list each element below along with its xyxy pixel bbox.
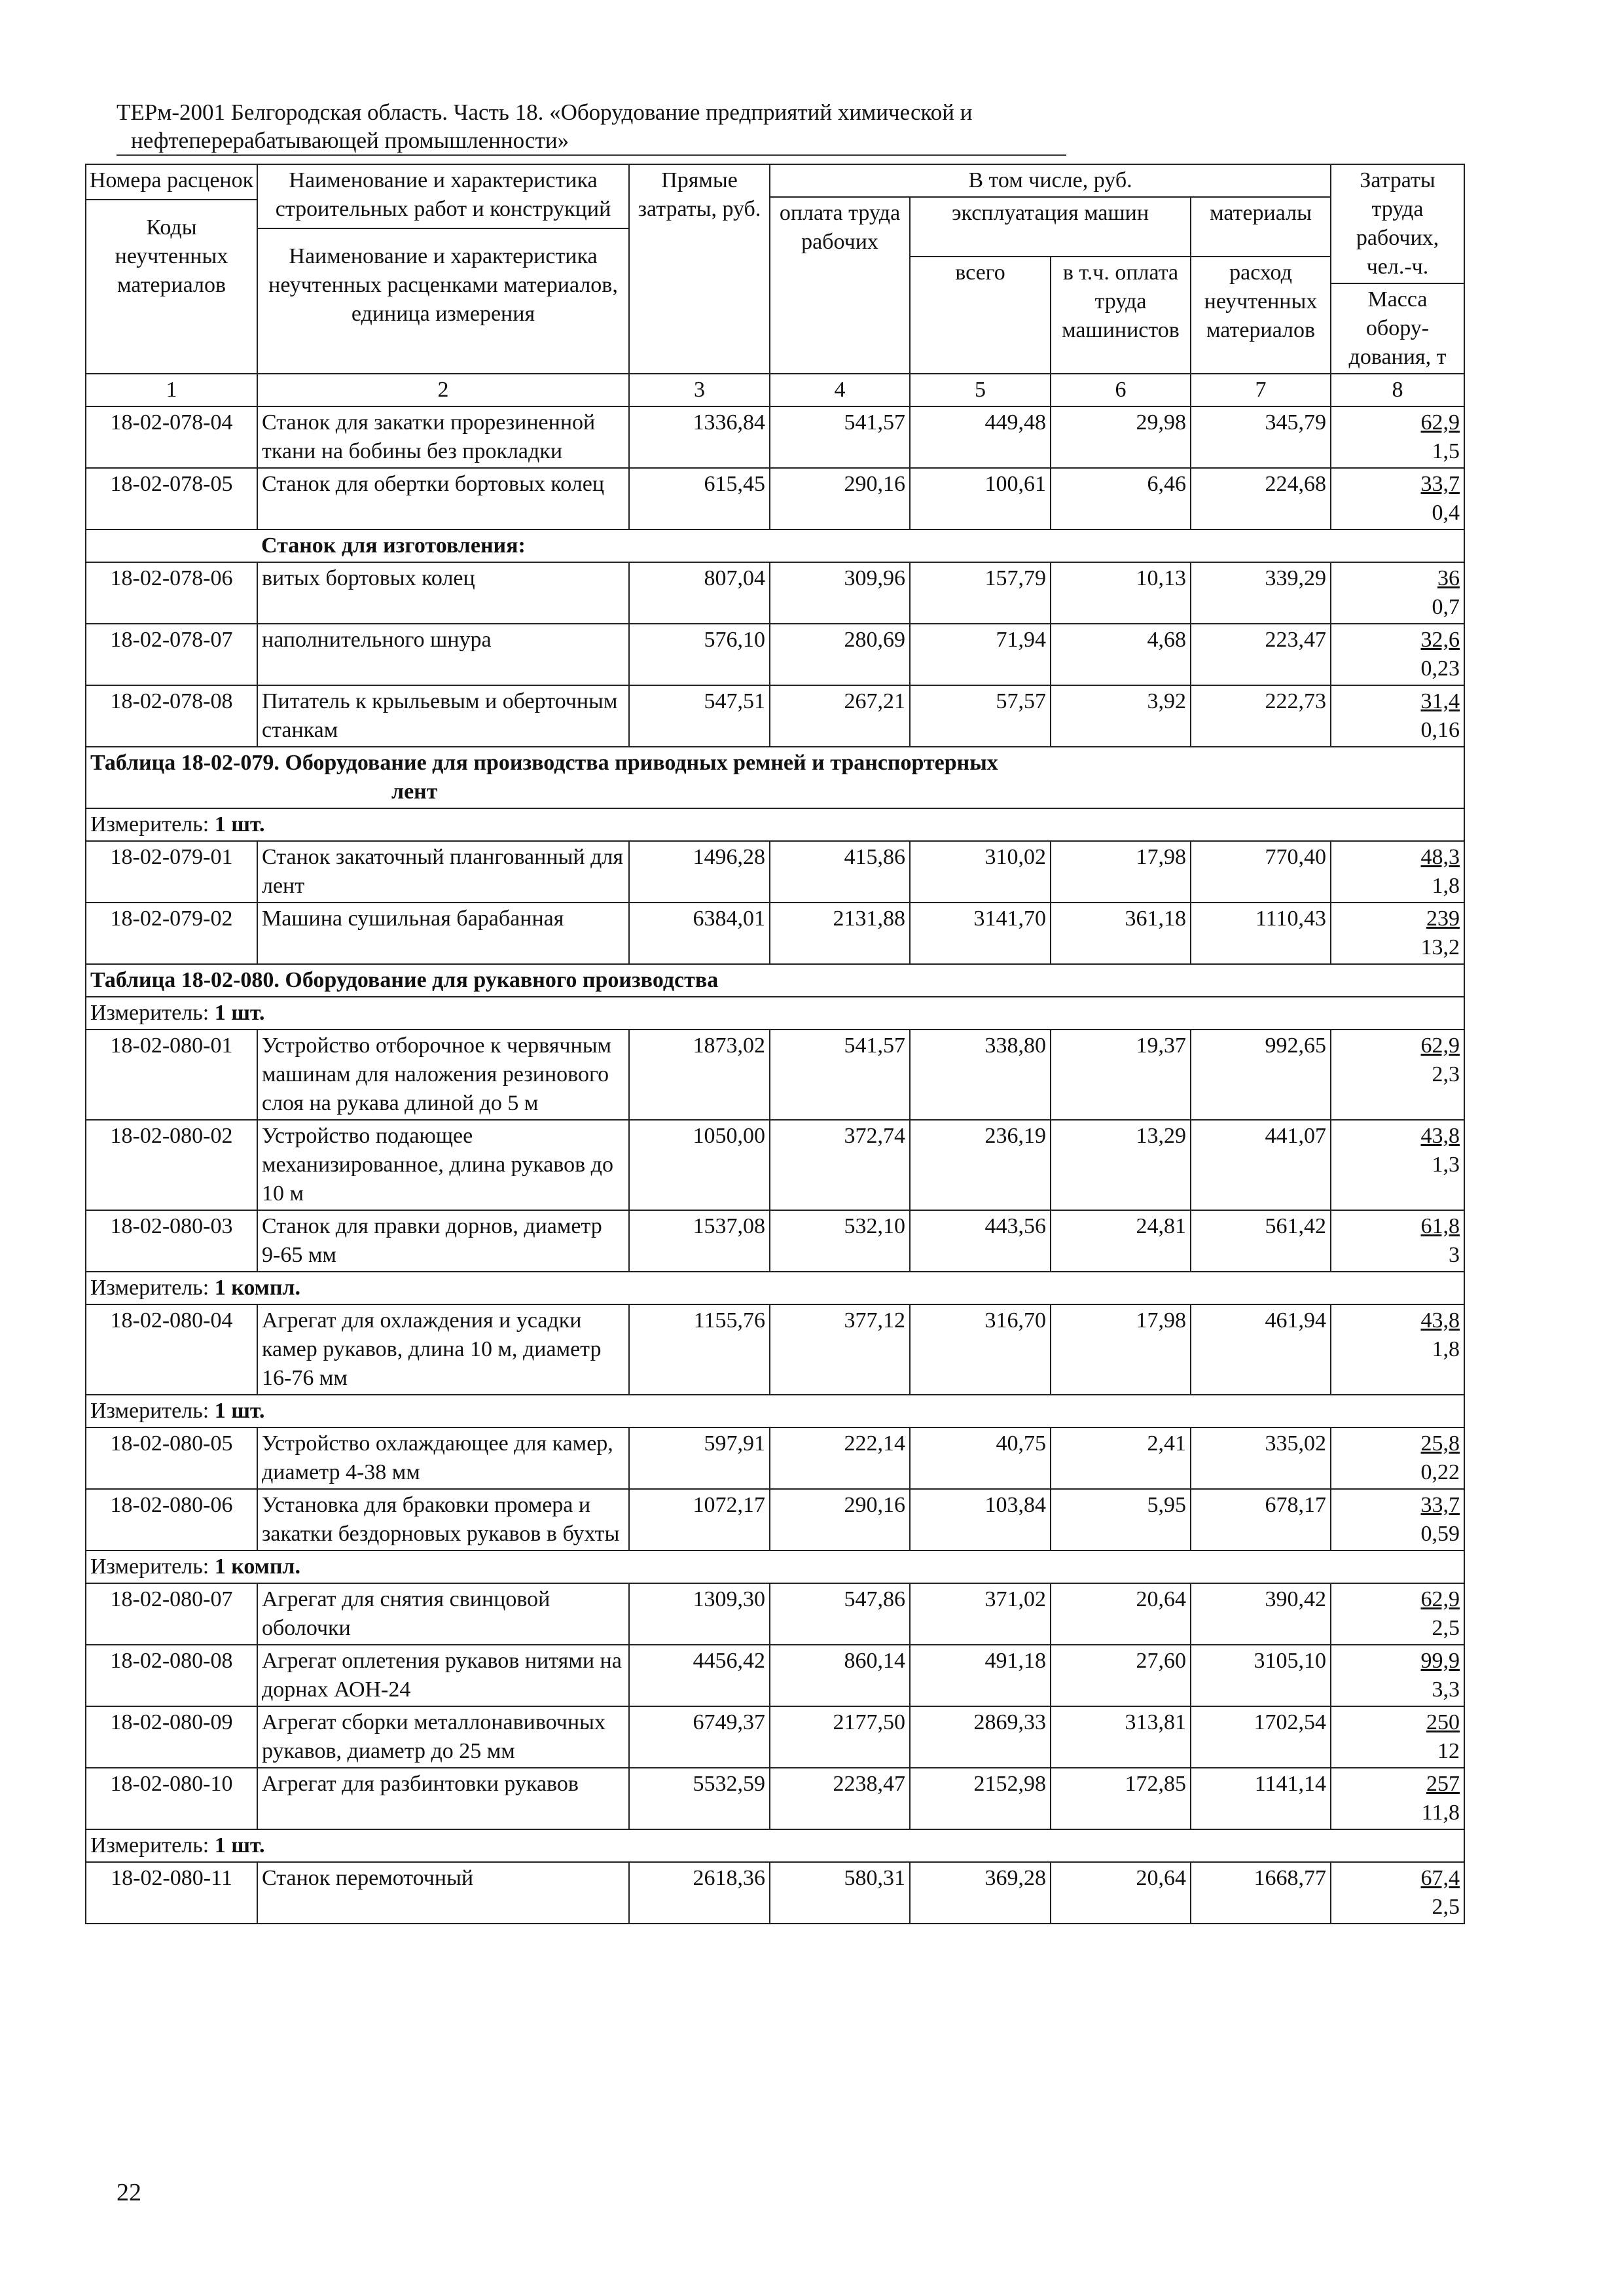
machinist-pay: 5,95 bbox=[1051, 1489, 1191, 1551]
measure-label: Измеритель: bbox=[90, 1833, 209, 1857]
labor-hours: 48,3 bbox=[1420, 845, 1460, 869]
measure-unit: 1 шт. bbox=[214, 1399, 265, 1423]
machinist-pay: 29,98 bbox=[1051, 406, 1191, 468]
table-row bbox=[86, 903, 1464, 964]
equipment-mass: 1,3 bbox=[1432, 1153, 1460, 1177]
table-080-title: Таблица 18-02-080. Оборудование для рукавного производства bbox=[86, 964, 1464, 997]
page-number: 22 bbox=[117, 2179, 141, 2206]
machinist-pay: 19,37 bbox=[1051, 1030, 1191, 1120]
worker-pay: 280,69 bbox=[770, 624, 910, 685]
labor-and-mass bbox=[1331, 624, 1464, 685]
equipment-mass: 12 bbox=[1437, 1739, 1460, 1763]
direct-costs: 6384,01 bbox=[629, 903, 770, 964]
labor-hours: 62,9 bbox=[1420, 1587, 1460, 1611]
measure-row bbox=[86, 808, 1464, 841]
col-header-materials: материалы bbox=[1191, 197, 1331, 257]
worker-pay: 415,86 bbox=[770, 841, 910, 903]
equipment-mass: 0,22 bbox=[1420, 1460, 1460, 1484]
equipment-mass: 0,23 bbox=[1420, 656, 1460, 681]
rate-code: 18-02-080-07 bbox=[86, 1583, 257, 1645]
materials-cost: 223,47 bbox=[1191, 624, 1331, 685]
labor-and-mass bbox=[1331, 562, 1464, 624]
work-name: Агрегат для разбинтовки рукавов bbox=[257, 1768, 629, 1829]
work-name: Устройство охлаждающее для камер, диаметр 4-38 мм bbox=[257, 1427, 629, 1489]
measure-label: Измеритель: bbox=[90, 1554, 209, 1579]
rate-code: 18-02-080-03 bbox=[86, 1210, 257, 1272]
direct-costs: 547,51 bbox=[629, 685, 770, 747]
rate-code: 18-02-080-04 bbox=[86, 1304, 257, 1395]
machinist-pay: 313,81 bbox=[1051, 1706, 1191, 1768]
machinist-pay: 20,64 bbox=[1051, 1862, 1191, 1924]
worker-pay: 2131,88 bbox=[770, 903, 910, 964]
labor-and-mass bbox=[1331, 1768, 1464, 1829]
worker-pay: 860,14 bbox=[770, 1645, 910, 1706]
materials-cost: 345,79 bbox=[1191, 406, 1331, 468]
col-header-machine-total: всего bbox=[910, 257, 1051, 374]
rate-code: 18-02-079-01 bbox=[86, 841, 257, 903]
table-row bbox=[86, 406, 1464, 468]
labor-hours: 99,9 bbox=[1420, 1649, 1460, 1673]
rate-code: 18-02-080-02 bbox=[86, 1120, 257, 1210]
labor-and-mass bbox=[1331, 685, 1464, 747]
worker-pay: 290,16 bbox=[770, 468, 910, 529]
header-line-1: ТЕРм-2001 Белгородская область. Часть 18. «Оборудование предприятий химической и bbox=[117, 99, 973, 125]
labor-hours: 33,7 bbox=[1420, 472, 1460, 496]
machine-total: 310,02 bbox=[910, 841, 1051, 903]
rate-code: 18-02-080-09 bbox=[86, 1706, 257, 1768]
labor-hours: 25,8 bbox=[1420, 1431, 1460, 1456]
machine-total: 100,61 bbox=[910, 468, 1051, 529]
machinist-pay: 361,18 bbox=[1051, 903, 1191, 964]
labor-and-mass bbox=[1331, 1030, 1464, 1120]
direct-costs: 1155,76 bbox=[629, 1304, 770, 1395]
col-header-labor-hours: Затраты труда рабочих, чел.-ч. bbox=[1331, 164, 1464, 283]
labor-and-mass bbox=[1331, 1583, 1464, 1645]
machine-total: 2152,98 bbox=[910, 1768, 1051, 1829]
equipment-mass: 0,4 bbox=[1432, 501, 1460, 525]
worker-pay: 547,86 bbox=[770, 1583, 910, 1645]
materials-cost: 770,40 bbox=[1191, 841, 1331, 903]
machine-total: 491,18 bbox=[910, 1645, 1051, 1706]
col-header-direct-costs: Прямые затраты, руб. bbox=[629, 164, 770, 374]
machine-total: 71,94 bbox=[910, 624, 1051, 685]
work-name: Питатель к крыльевым и оберточным станкам bbox=[257, 685, 629, 747]
section-079 bbox=[86, 747, 1464, 808]
materials-cost: 1702,54 bbox=[1191, 1706, 1331, 1768]
labor-and-mass bbox=[1331, 1120, 1464, 1210]
labor-hours: 32,6 bbox=[1420, 628, 1460, 652]
work-name: Станок для закатки прорезиненной ткани на бобины без прокладки bbox=[257, 406, 629, 468]
labor-and-mass bbox=[1331, 1862, 1464, 1924]
table-row bbox=[86, 1210, 1464, 1272]
materials-cost: 1110,43 bbox=[1191, 903, 1331, 964]
subheading-row bbox=[86, 529, 1464, 562]
direct-costs: 807,04 bbox=[629, 562, 770, 624]
table-row bbox=[86, 1706, 1464, 1768]
measure-row bbox=[86, 1395, 1464, 1427]
materials-cost: 3105,10 bbox=[1191, 1645, 1331, 1706]
direct-costs: 2618,36 bbox=[629, 1862, 770, 1924]
direct-costs: 576,10 bbox=[629, 624, 770, 685]
direct-costs: 1873,02 bbox=[629, 1030, 770, 1120]
materials-cost: 1668,77 bbox=[1191, 1862, 1331, 1924]
machinist-pay: 17,98 bbox=[1051, 841, 1191, 903]
measure-label: Измеритель: bbox=[90, 1276, 209, 1300]
labor-hours: 31,4 bbox=[1420, 689, 1460, 713]
col-header-worker-pay: оплата труда рабочих bbox=[770, 197, 910, 374]
worker-pay: 532,10 bbox=[770, 1210, 910, 1272]
worker-pay: 541,57 bbox=[770, 1030, 910, 1120]
direct-costs: 615,45 bbox=[629, 468, 770, 529]
work-name: Агрегат для снятия свинцовой оболочки bbox=[257, 1583, 629, 1645]
direct-costs: 1072,17 bbox=[629, 1489, 770, 1551]
work-name: витых бортовых колец bbox=[257, 562, 629, 624]
work-name: Станок перемоточный bbox=[257, 1862, 629, 1924]
worker-pay: 541,57 bbox=[770, 406, 910, 468]
labor-and-mass bbox=[1331, 903, 1464, 964]
worker-pay: 309,96 bbox=[770, 562, 910, 624]
machine-total: 369,28 bbox=[910, 1862, 1051, 1924]
equipment-mass: 2,3 bbox=[1432, 1062, 1460, 1086]
machinist-pay: 10,13 bbox=[1051, 562, 1191, 624]
col-header-including: В том числе, руб. bbox=[770, 164, 1331, 197]
worker-pay: 222,14 bbox=[770, 1427, 910, 1489]
materials-cost: 339,29 bbox=[1191, 562, 1331, 624]
labor-and-mass bbox=[1331, 1427, 1464, 1489]
measure-label: Измеритель: bbox=[90, 1001, 209, 1025]
equipment-mass: 1,5 bbox=[1432, 439, 1460, 463]
rate-code: 18-02-080-06 bbox=[86, 1489, 257, 1551]
labor-hours: 61,8 bbox=[1420, 1214, 1460, 1238]
labor-and-mass bbox=[1331, 1304, 1464, 1395]
rate-code: 18-02-080-10 bbox=[86, 1768, 257, 1829]
table-row bbox=[86, 1489, 1464, 1551]
equipment-mass: 0,7 bbox=[1432, 595, 1460, 619]
machine-total: 3141,70 bbox=[910, 903, 1051, 964]
col-header-machine-operation: эксплуатация машин bbox=[910, 197, 1191, 257]
machine-total: 57,57 bbox=[910, 685, 1051, 747]
labor-hours: 239 bbox=[1426, 906, 1460, 931]
rate-code: 18-02-078-06 bbox=[86, 562, 257, 624]
machinist-pay: 3,92 bbox=[1051, 685, 1191, 747]
machine-total: 157,79 bbox=[910, 562, 1051, 624]
measure-row bbox=[86, 1551, 1464, 1583]
measure-unit: 1 шт. bbox=[214, 1001, 265, 1025]
table-row bbox=[86, 1768, 1464, 1829]
machine-total: 236,19 bbox=[910, 1120, 1051, 1210]
equipment-mass: 1,8 bbox=[1432, 874, 1460, 898]
labor-hours: 43,8 bbox=[1420, 1308, 1460, 1333]
labor-and-mass bbox=[1331, 406, 1464, 468]
work-name: Агрегат оплетения рукавов нитями на дорнах АОН-24 bbox=[257, 1645, 629, 1706]
materials-cost: 441,07 bbox=[1191, 1120, 1331, 1210]
header-line-2: нефтеперерабатывающей промышленности» bbox=[117, 126, 1066, 156]
rate-code: 18-02-080-11 bbox=[86, 1862, 257, 1924]
machinist-pay: 17,98 bbox=[1051, 1304, 1191, 1395]
worker-pay: 290,16 bbox=[770, 1489, 910, 1551]
machine-total: 338,80 bbox=[910, 1030, 1051, 1120]
work-name: Агрегат сборки металлонавивочных рукавов, диаметр до 25 мм bbox=[257, 1706, 629, 1768]
table-row bbox=[86, 685, 1464, 747]
measure-row bbox=[86, 1272, 1464, 1304]
equipment-mass: 3 bbox=[1449, 1243, 1460, 1267]
labor-hours: 36 bbox=[1437, 566, 1460, 590]
work-name: Станок для правки дорнов, диаметр 9-65 мм bbox=[257, 1210, 629, 1272]
labor-hours: 250 bbox=[1426, 1710, 1460, 1734]
measure-unit: 1 шт. bbox=[214, 812, 265, 836]
materials-cost: 992,65 bbox=[1191, 1030, 1331, 1120]
materials-cost: 561,42 bbox=[1191, 1210, 1331, 1272]
section-080 bbox=[86, 964, 1464, 997]
equipment-mass: 13,2 bbox=[1420, 935, 1460, 960]
work-name: Машина сушильная барабанная bbox=[257, 903, 629, 964]
worker-pay: 372,74 bbox=[770, 1120, 910, 1210]
equipment-mass: 2,5 bbox=[1432, 1895, 1460, 1919]
direct-costs: 1336,84 bbox=[629, 406, 770, 468]
equipment-mass: 11,8 bbox=[1421, 1801, 1460, 1825]
column-index-row: 1 2 3 4 5 6 7 8 bbox=[86, 374, 1464, 406]
worker-pay: 580,31 bbox=[770, 1862, 910, 1924]
equipment-mass: 2,5 bbox=[1432, 1616, 1460, 1640]
labor-hours: 43,8 bbox=[1420, 1124, 1460, 1148]
work-name: Станок для обертки бортовых колец bbox=[257, 468, 629, 529]
table-row bbox=[86, 1304, 1464, 1395]
machine-total: 316,70 bbox=[910, 1304, 1051, 1395]
machine-total: 2869,33 bbox=[910, 1706, 1051, 1768]
table-079-title-cont: лент bbox=[391, 780, 438, 804]
materials-cost: 224,68 bbox=[1191, 468, 1331, 529]
direct-costs: 6749,37 bbox=[629, 1706, 770, 1768]
work-name: Устройство подающее механизированное, длина рукавов до 10 м bbox=[257, 1120, 629, 1210]
labor-hours: 33,7 bbox=[1420, 1493, 1460, 1517]
rate-code: 18-02-078-07 bbox=[86, 624, 257, 685]
labor-hours: 67,4 bbox=[1420, 1866, 1460, 1890]
worker-pay: 2177,50 bbox=[770, 1706, 910, 1768]
machine-total: 40,75 bbox=[910, 1427, 1051, 1489]
machinist-pay: 172,85 bbox=[1051, 1768, 1191, 1829]
col-header-machinist-pay: в т.ч. оплата труда машинистов bbox=[1051, 257, 1191, 374]
work-name: наполнительного шнура bbox=[257, 624, 629, 685]
machinist-pay: 13,29 bbox=[1051, 1120, 1191, 1210]
table-row bbox=[86, 1583, 1464, 1645]
table-row bbox=[86, 624, 1464, 685]
direct-costs: 1309,30 bbox=[629, 1583, 770, 1645]
rate-code: 18-02-078-08 bbox=[86, 685, 257, 747]
machinist-pay: 24,81 bbox=[1051, 1210, 1191, 1272]
table-row bbox=[86, 1862, 1464, 1924]
rate-code: 18-02-080-01 bbox=[86, 1030, 257, 1120]
materials-cost: 390,42 bbox=[1191, 1583, 1331, 1645]
rate-code: 18-02-078-05 bbox=[86, 468, 257, 529]
labor-and-mass bbox=[1331, 1645, 1464, 1706]
direct-costs: 1537,08 bbox=[629, 1210, 770, 1272]
table-header-row bbox=[86, 164, 1464, 197]
col-header-equipment-mass: Масса обору-дования, т bbox=[1331, 283, 1464, 374]
measure-row bbox=[86, 1829, 1464, 1862]
direct-costs: 597,91 bbox=[629, 1427, 770, 1489]
work-name: Устройство отборочное к червячным машинам для наложения резинового слоя на рукава длиной до 5 м bbox=[257, 1030, 629, 1120]
work-name: Установка для браковки промера и закатки бездорновых рукавов в бухты bbox=[257, 1489, 629, 1551]
rate-code: 18-02-080-05 bbox=[86, 1427, 257, 1489]
labor-hours: 62,9 bbox=[1420, 1033, 1460, 1058]
materials-cost: 461,94 bbox=[1191, 1304, 1331, 1395]
equipment-mass: 1,8 bbox=[1432, 1337, 1460, 1361]
direct-costs: 1496,28 bbox=[629, 841, 770, 903]
materials-cost: 335,02 bbox=[1191, 1427, 1331, 1489]
table-row bbox=[86, 562, 1464, 624]
measure-label: Измеритель: bbox=[90, 812, 209, 836]
labor-and-mass bbox=[1331, 1489, 1464, 1551]
table-row bbox=[86, 1645, 1464, 1706]
rate-code: 18-02-079-02 bbox=[86, 903, 257, 964]
equipment-mass: 0,16 bbox=[1420, 718, 1460, 742]
page-header bbox=[117, 98, 1458, 156]
col-header-names: Наименование и характеристика строительных работ и конструкций Наименование и характеристика неучтенных расценками материалов, единица измерения bbox=[257, 164, 629, 374]
machine-total: 443,56 bbox=[910, 1210, 1051, 1272]
labor-and-mass bbox=[1331, 1706, 1464, 1768]
machinist-pay: 27,60 bbox=[1051, 1645, 1191, 1706]
col-header-codes: Номера расценок Коды неучтенных материалов bbox=[86, 164, 257, 374]
worker-pay: 2238,47 bbox=[770, 1768, 910, 1829]
col-header-unaccounted-materials: расход неучтенных материалов bbox=[1191, 257, 1331, 374]
labor-hours: 257 bbox=[1426, 1772, 1460, 1796]
labor-hours: 62,9 bbox=[1420, 410, 1460, 435]
direct-costs: 1050,00 bbox=[629, 1120, 770, 1210]
machine-total: 449,48 bbox=[910, 406, 1051, 468]
labor-and-mass bbox=[1331, 1210, 1464, 1272]
table-row bbox=[86, 468, 1464, 529]
direct-costs: 4456,42 bbox=[629, 1645, 770, 1706]
table-row bbox=[86, 1427, 1464, 1489]
rates-table bbox=[85, 164, 1465, 1924]
machinist-pay: 6,46 bbox=[1051, 468, 1191, 529]
measure-unit: 1 компл. bbox=[214, 1276, 301, 1300]
labor-and-mass bbox=[1331, 841, 1464, 903]
direct-costs: 5532,59 bbox=[629, 1768, 770, 1829]
measure-label: Измеритель: bbox=[90, 1399, 209, 1423]
materials-cost: 678,17 bbox=[1191, 1489, 1331, 1551]
materials-cost: 1141,14 bbox=[1191, 1768, 1331, 1829]
labor-and-mass bbox=[1331, 468, 1464, 529]
table-079-title: Таблица 18-02-079. Оборудование для производства приводных ремней и транспортерных bbox=[90, 751, 998, 775]
work-name: Агрегат для охлаждения и усадки камер рукавов, длина 10 м, диаметр 16-76 мм bbox=[257, 1304, 629, 1395]
machine-total: 103,84 bbox=[910, 1489, 1051, 1551]
measure-unit: 1 компл. bbox=[214, 1554, 301, 1579]
machinist-pay: 20,64 bbox=[1051, 1583, 1191, 1645]
worker-pay: 377,12 bbox=[770, 1304, 910, 1395]
measure-row bbox=[86, 997, 1464, 1030]
work-name: Станок закаточный плангованный для лент bbox=[257, 841, 629, 903]
table-row bbox=[86, 841, 1464, 903]
subheading: Станок для изготовления: bbox=[257, 529, 1464, 562]
materials-cost: 222,73 bbox=[1191, 685, 1331, 747]
table-row bbox=[86, 1120, 1464, 1210]
equipment-mass: 3,3 bbox=[1432, 1677, 1460, 1702]
worker-pay: 267,21 bbox=[770, 685, 910, 747]
equipment-mass: 0,59 bbox=[1420, 1522, 1460, 1546]
table-row bbox=[86, 1030, 1464, 1120]
machinist-pay: 2,41 bbox=[1051, 1427, 1191, 1489]
rate-code: 18-02-078-04 bbox=[86, 406, 257, 468]
machinist-pay: 4,68 bbox=[1051, 624, 1191, 685]
rate-code: 18-02-080-08 bbox=[86, 1645, 257, 1706]
measure-unit: 1 шт. bbox=[214, 1833, 265, 1857]
machine-total: 371,02 bbox=[910, 1583, 1051, 1645]
